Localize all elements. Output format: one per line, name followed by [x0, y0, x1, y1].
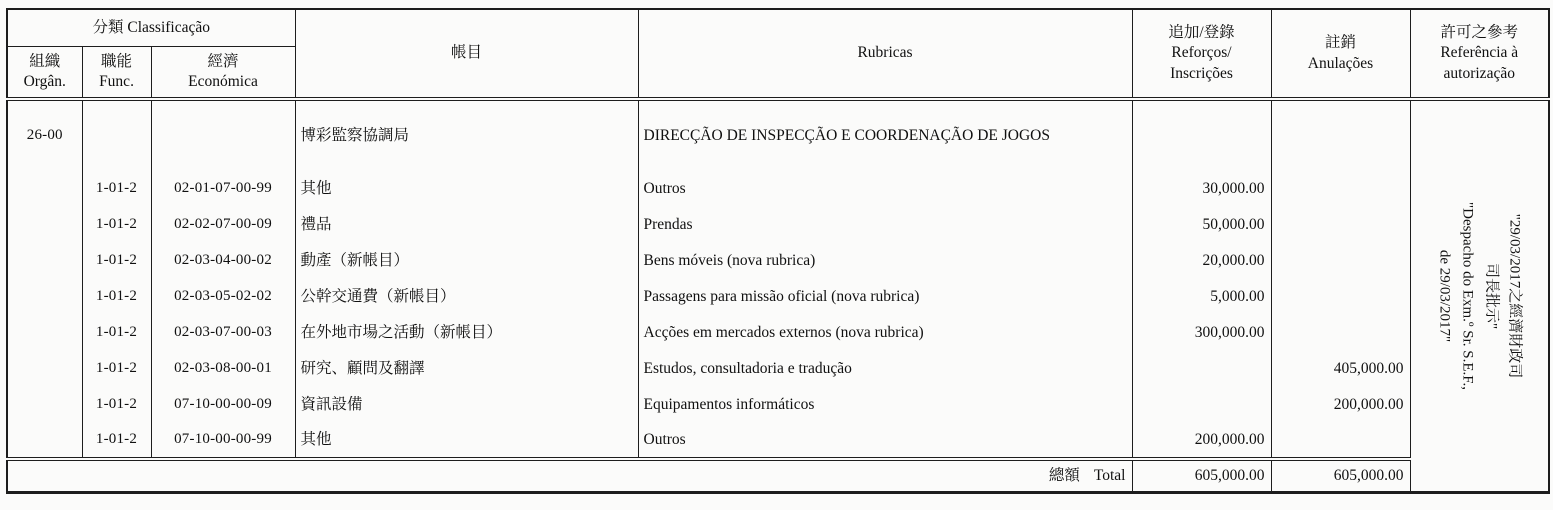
header-orgao: 組織 Orgân.	[7, 46, 82, 99]
cell-reforco	[1132, 351, 1271, 387]
cell-anulacao	[1271, 279, 1410, 315]
table-row	[7, 315, 1549, 351]
cell-reforco: 5,000.00	[1132, 279, 1271, 315]
cell-econ: 02-03-07-00-03	[151, 315, 295, 351]
cell-anulacao	[1271, 423, 1410, 459]
table-body	[7, 99, 1549, 492]
header-funcional: 職能 Func.	[82, 46, 151, 99]
cell-empty	[7, 387, 82, 423]
cell-empty	[151, 99, 295, 171]
authorization-rotated-text: "29/03/2017之經濟財政司 司長批示" "Despacho do Exm.º Sr. S.E.F., de 29/03/2017"	[1437, 201, 1523, 390]
header-classification-label: 分類 Classificação	[92, 18, 210, 36]
cell-conta: 其他	[295, 171, 638, 207]
cell-reforco	[1132, 387, 1271, 423]
cell-anulacao	[1271, 243, 1410, 279]
cell-reforco: 200,000.00	[1132, 423, 1271, 459]
cell-orgao-code: 26-00	[7, 99, 82, 171]
cell-func: 1-01-2	[82, 387, 151, 423]
cell-rubrica: Bens móveis (nova rubrica)	[638, 243, 1132, 279]
cell-rubrica: Equipamentos informáticos	[638, 387, 1132, 423]
cell-econ: 02-02-07-00-09	[151, 207, 295, 243]
cell-department-name-pt: DIRECÇÃO DE INSPECÇÃO E COORDENAÇÃO DE JOGOS	[638, 99, 1132, 171]
table-row	[7, 423, 1549, 459]
cell-func: 1-01-2	[82, 315, 151, 351]
cell-anulacao	[1271, 207, 1410, 243]
total-label-zh: 總額	[1048, 466, 1080, 484]
cell-empty	[7, 207, 82, 243]
cell-conta: 資訊設備	[295, 387, 638, 423]
cell-func: 1-01-2	[82, 279, 151, 315]
cell-econ: 02-03-04-00-02	[151, 243, 295, 279]
cell-conta: 研究、顧問及翻譯	[295, 351, 638, 387]
cell-conta: 在外地市場之活動（新帳目）	[295, 315, 638, 351]
cell-empty	[7, 351, 82, 387]
cell-func: 1-01-2	[82, 243, 151, 279]
table-row	[7, 351, 1549, 387]
table-row	[7, 171, 1549, 207]
table-row	[7, 243, 1549, 279]
cell-func: 1-01-2	[82, 171, 151, 207]
cell-econ: 02-03-05-02-02	[151, 279, 295, 315]
cell-func: 1-01-2	[82, 207, 151, 243]
table-row	[7, 207, 1549, 243]
cell-empty	[7, 423, 82, 459]
cell-empty	[7, 243, 82, 279]
table-row	[7, 387, 1549, 423]
total-reforcos: 605,000.00	[1132, 459, 1271, 492]
cell-func: 1-01-2	[82, 351, 151, 387]
table-row	[7, 279, 1549, 315]
cell-reforco: 20,000.00	[1132, 243, 1271, 279]
header-account: 帳目	[295, 9, 638, 99]
cell-reforco: 50,000.00	[1132, 207, 1271, 243]
header-reforcos: 追加/登錄 Reforços/ Inscrições	[1132, 9, 1271, 99]
cell-department-name-zh: 博彩監察協調局	[295, 99, 638, 171]
cell-rubrica: Outros	[638, 423, 1132, 459]
cell-anulacao	[1271, 171, 1410, 207]
cell-rubrica: Acções em mercados externos (nova rubrica)	[638, 315, 1132, 351]
budget-table	[6, 8, 1550, 494]
cell-empty	[7, 315, 82, 351]
cell-reforco: 300,000.00	[1132, 315, 1271, 351]
header-economica: 經濟 Económica	[151, 46, 295, 99]
cell-anulacao: 200,000.00	[1271, 387, 1410, 423]
total-label-cell	[7, 459, 1132, 492]
cell-empty	[1271, 99, 1410, 171]
header-autorizacao: 許可之參考 Referência à autorização	[1410, 9, 1549, 99]
cell-conta: 動產（新帳目）	[295, 243, 638, 279]
cell-anulacao: 405,000.00	[1271, 351, 1410, 387]
cell-anulacao	[1271, 315, 1410, 351]
header-anulacoes: 註銷 Anulações	[1271, 9, 1410, 99]
cell-econ: 07-10-00-00-99	[151, 423, 295, 459]
total-label-pt: Total	[1093, 466, 1126, 484]
cell-rubrica: Prendas	[638, 207, 1132, 243]
authorization-reference-cell	[1410, 99, 1549, 492]
cell-conta: 禮品	[295, 207, 638, 243]
cell-empty	[82, 99, 151, 171]
table-header	[7, 9, 1549, 99]
cell-econ: 02-01-07-00-99	[151, 171, 295, 207]
cell-empty	[1132, 99, 1271, 171]
cell-econ: 07-10-00-00-09	[151, 387, 295, 423]
cell-empty	[7, 279, 82, 315]
cell-func: 1-01-2	[82, 423, 151, 459]
total-row	[7, 459, 1549, 492]
cell-empty	[7, 171, 82, 207]
cell-rubrica: Estudos, consultadoria e tradução	[638, 351, 1132, 387]
header-classification-group	[7, 9, 295, 46]
department-row	[7, 99, 1549, 171]
budget-amendment-sheet	[6, 8, 1550, 494]
total-anulacoes: 605,000.00	[1271, 459, 1410, 492]
cell-conta: 其他	[295, 423, 638, 459]
cell-conta: 公幹交通費（新帳目）	[295, 279, 638, 315]
header-rubricas: Rubricas	[638, 9, 1132, 99]
cell-rubrica: Passagens para missão oficial (nova rubrica)	[638, 279, 1132, 315]
cell-econ: 02-03-08-00-01	[151, 351, 295, 387]
cell-rubrica: Outros	[638, 171, 1132, 207]
cell-reforco: 30,000.00	[1132, 171, 1271, 207]
